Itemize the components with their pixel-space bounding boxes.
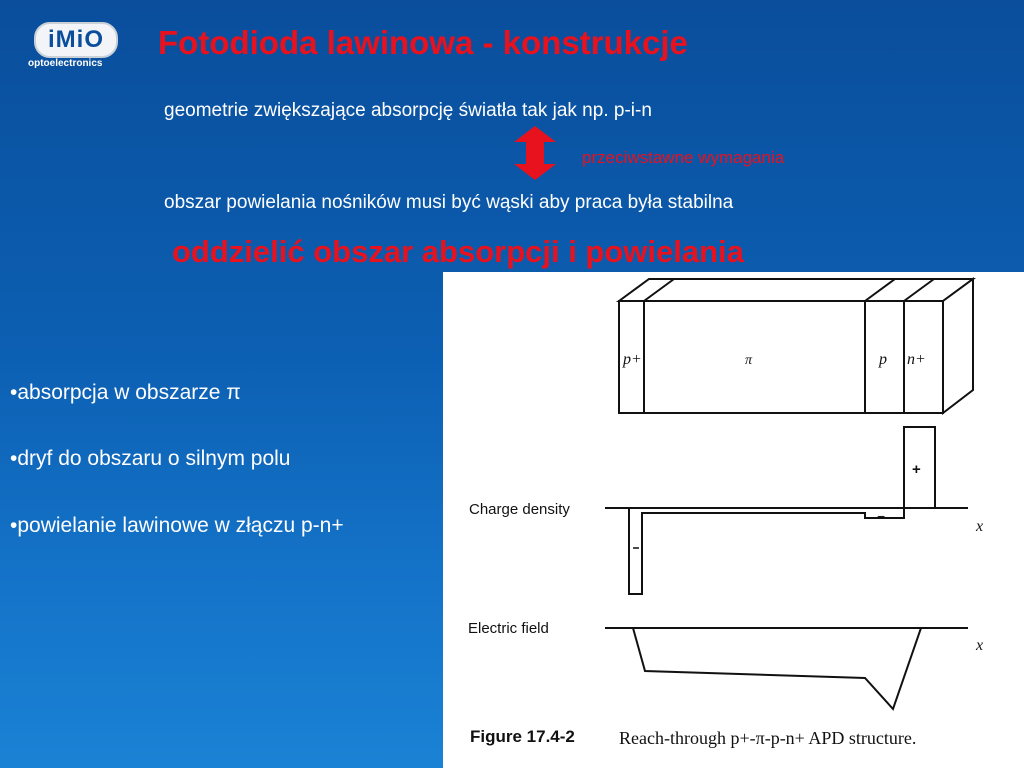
logo-mark: iMiO	[34, 22, 118, 58]
electric-field-label: Electric field	[468, 620, 549, 637]
bullet-absorption: •absorpcja w obszarze π	[10, 381, 241, 404]
requirement-absorption: geometrie zwiększające absorpcję światła tak jak np. p-i-n	[164, 100, 652, 121]
double-arrow-icon	[512, 126, 558, 180]
region-n-plus-label: n+	[907, 351, 926, 368]
slide-title: Fotodioda lawinowa - konstrukcje	[158, 24, 688, 61]
device-block	[619, 279, 973, 413]
figure-caption: Reach-through p+-π-p-n+ APD structure.	[619, 728, 917, 748]
conclusion-headline: oddzielić obszar absorpcji i powielania	[172, 234, 744, 269]
apd-diagram	[443, 272, 1024, 768]
logo-subtitle: optoelectronics	[28, 58, 103, 69]
charge-density-plot	[605, 427, 968, 594]
apd-structure-figure	[443, 272, 1024, 768]
field-axis-x-label: x	[976, 637, 984, 654]
bullet-drift: •dryf do obszaru o silnym polu	[10, 447, 291, 471]
positive-charge-sign: +	[912, 461, 921, 478]
bullet-avalanche: •powielanie lawinowe w złączu p-n+	[10, 513, 344, 537]
region-pi-label: π	[745, 353, 753, 368]
requirement-multiplication: obszar powielania nośników musi być wąski aby praca była stabilna	[164, 192, 734, 213]
opposing-requirements-label: przeciwstawne wymagania	[582, 148, 785, 167]
imio-logo	[28, 22, 124, 74]
electric-field-plot	[605, 628, 968, 709]
bullet-list	[10, 380, 430, 579]
figure-number: Figure 17.4-2	[470, 727, 575, 746]
negative-charge-sign: −	[877, 508, 886, 524]
region-p-plus-label: p+	[623, 351, 642, 368]
charge-axis-x-label: x	[976, 518, 984, 535]
charge-density-label: Charge density	[469, 501, 570, 518]
region-p-label: p	[879, 351, 887, 368]
